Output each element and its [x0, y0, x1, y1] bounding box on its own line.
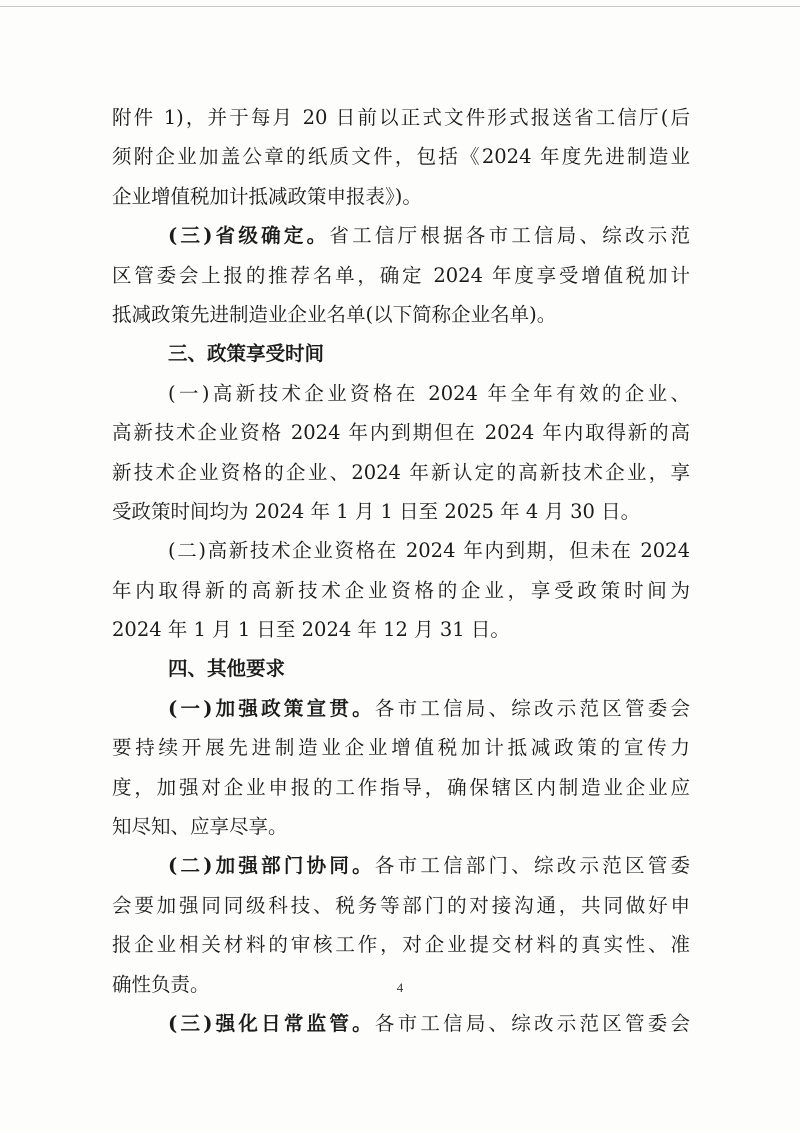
body-line: 2024 年 1 月 1 日至 2024 年 12 月 31 日。 [112, 618, 510, 642]
body-line: 确性负责。 [112, 972, 210, 996]
section-heading: 三、政策享受时间 [168, 342, 325, 366]
item-text: 省工信厅根据各市工信局、综改示范 [329, 224, 690, 248]
document-body [112, 98, 690, 1043]
body-line: 会要加强同同级科技、税务等部门的对接沟通，共同做好申 [112, 893, 690, 917]
body-line [112, 846, 690, 885]
page-number: 4 [396, 980, 404, 995]
item-text: 各市工信局、综改示范区管委会 [374, 1011, 690, 1035]
body-line: 度，加强对企业申报的工作指导，确保辖区内制造业企业应 [112, 775, 690, 799]
item-heading: (二)加强部门协同。 [168, 854, 375, 878]
body-line [112, 1004, 690, 1043]
item-heading: (一)加强政策宣贯。 [168, 696, 375, 720]
item-heading: (三)强化日常监管。 [168, 1011, 375, 1035]
body-line: 报企业相关材料的审核工作，对企业提交材料的真实性、准 [112, 933, 690, 957]
scan-edge-line [0, 6, 800, 7]
body-line: 知尽知、应享尽享。 [112, 815, 288, 839]
body-line: (一)高新技术企业资格在 2024 年全年有效的企业、 [168, 381, 690, 405]
item-text: 各市工信局、综改示范区管委会 [374, 696, 690, 720]
section-heading: 四、其他要求 [168, 657, 286, 681]
body-line: 企业增值税加计抵减政策申报表》)。 [112, 184, 422, 208]
body-line: 附件 1)，并于每月 20 日前以正式文件形式报送省工信厅(后 [112, 106, 690, 129]
body-line: 年内取得新的高新技术企业资格的企业，享受政策时间为 [112, 578, 690, 602]
body-line: 须附企业加盖公章的纸质文件，包括《2024 年度先进制造业 [112, 145, 690, 169]
body-line [112, 216, 690, 255]
body-line [112, 689, 690, 728]
body-line: 新技术企业资格的企业、2024 年新认定的高新技术企业，享 [112, 460, 690, 484]
body-line: (二)高新技术企业资格在 2024 年内到期，但未在 2024 [168, 539, 690, 563]
body-line: 区管委会上报的推荐名单，确定 2024 年度享受增值税加计 [112, 263, 690, 287]
item-text: 各市工信部门、综改示范区管委 [374, 854, 690, 878]
body-line: 要持续开展先进制造业企业增值税加计抵减政策的宣传力 [112, 736, 690, 760]
item-heading: (三)省级确定。 [168, 224, 330, 248]
body-line: 受政策时间均为 2024 年 1 月 1 日至 2025 年 4 月 30 日。 [112, 499, 641, 523]
body-line: 高新技术企业资格 2024 年内到期但在 2024 年内取得新的高 [112, 421, 690, 445]
body-line: 抵减政策先进制造业企业名单(以下简称企业名单)。 [112, 302, 557, 326]
